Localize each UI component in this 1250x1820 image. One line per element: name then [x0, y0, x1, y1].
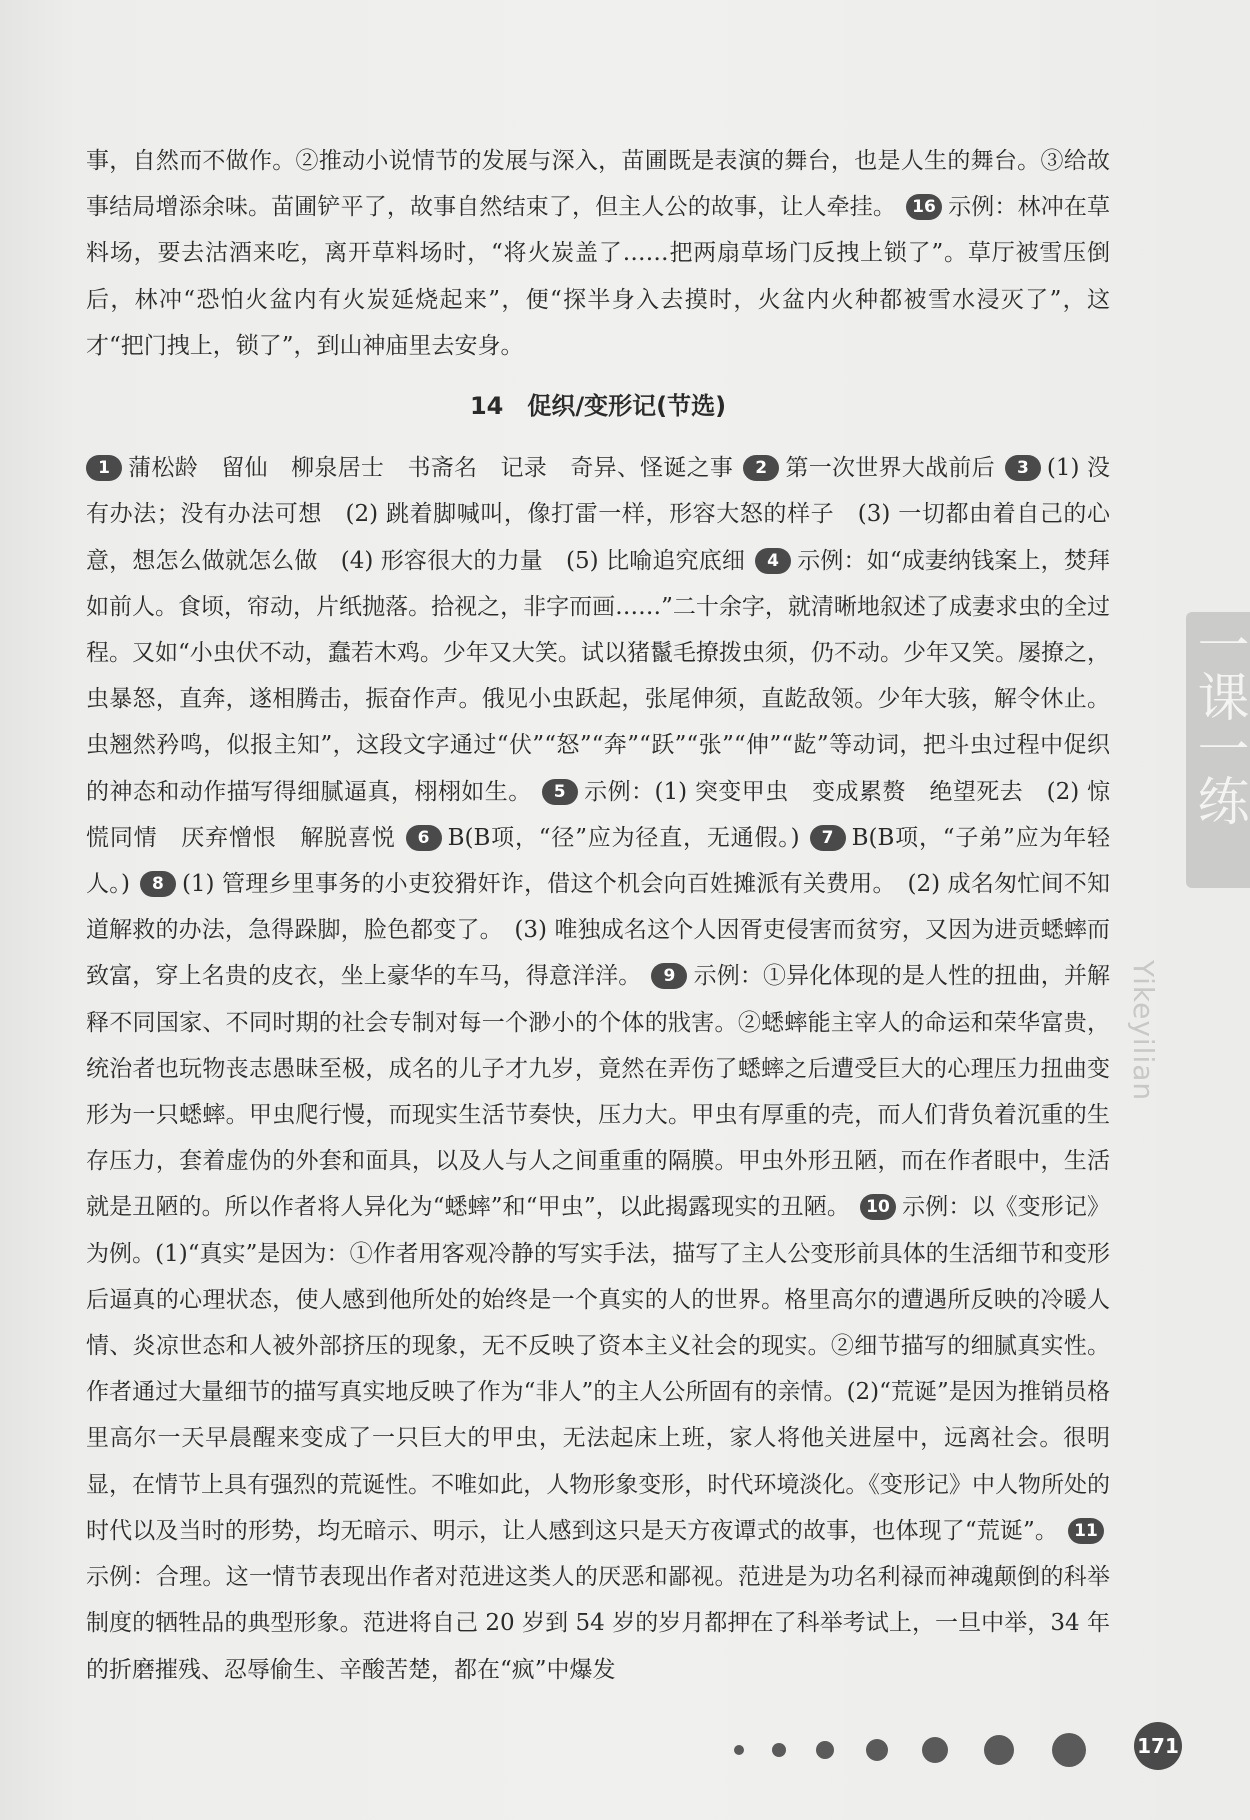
question-number-badge: 4	[755, 548, 791, 574]
footer-dot	[1052, 1733, 1086, 1767]
question-number-badge: 10	[860, 1194, 896, 1220]
answer-text: 示例：①异化体现的是人性的扭曲，并解释不同国家、不同时期的社会专制对每一个渺小的个体的戕害。②蟋蟀能主宰人的命运和荣华富贵，统治者也玩物丧志愚昧至极，成名的儿子才九岁，竟然在弄伤了蟋蟀之后遭受巨大的心理压力扭曲变形为一只蟋蟀。甲虫爬行慢，而现实生活节奏快，压力大。甲虫有厚重的壳，而人们背负着沉重的生存压力，套着虚伪的外套和面具，以及人与人之间重重的隔膜。甲虫外形丑陋，而在作者眼中，生活就是丑陋的。所以作者将人异化为“蟋蟀”和“甲虫”，以此揭露现实的丑陋。	[86, 963, 1111, 1221]
footer-decoration	[0, 1716, 1250, 1776]
question-number-badge: 11	[1068, 1518, 1104, 1544]
side-tab-roman: Yikeyilian	[1127, 960, 1160, 1102]
answer-text: B(B项，“子弟”应为年轻人。)	[86, 824, 1111, 898]
footer-dot	[866, 1739, 888, 1761]
answer-text: 示例：(1) 突变甲虫 变成累赘 绝望死去 (2) 惊慌同情 厌弃憎恨 解脱喜悦	[86, 778, 1111, 851]
footer-dot	[984, 1735, 1014, 1765]
answer-text: 示例：合理。这一情节表现出作者对范进这类人的厌恶和鄙视。范进是为功名利禄而神魂颠倒的科举制度的牺牲品的典型形象。范进将自己 20 岁到 54 岁的岁月都押在了科举考试上，一旦中举，34 年的折磨摧残、忍辱偷生、辛酸苦楚，都在“疯”中爆发	[86, 1564, 1110, 1683]
lead-paragraph	[86, 138, 1110, 369]
side-tab-title: 一课一练	[1188, 618, 1248, 826]
footer-dot	[772, 1743, 786, 1757]
question-number-badge: 9	[651, 963, 687, 989]
answers-paragraph	[86, 445, 1110, 1692]
answer-text: 蒲松龄 留仙 柳泉居士 书斋名 记录 奇异、怪诞之事	[128, 455, 734, 482]
answer-text: 示例：以《变形记》为例。(1)“真实”是因为：①作者用客观冷静的写实手法，描写了主人公变形前具体的生活细节和变形后逼真的心理状态，使人感到他所处的始终是一个真实的人的世界。格里高尔的遭遇所反映的冷暖人情、炎凉世态和人被外部挤压的现象，无不反映了资本主义社会的现实。②细节描写的细腻真实性。作者通过大量细节的描写真实地反映了作为“非人”的主人公所固有的亲情。(2)“荒诞”是因为推销员格里高尔一天早晨醒来变成了一只巨大的甲虫，无法起床上班，家人将他关进屋中，远离社会。很明显，在情节上具有强烈的荒诞性。不唯如此，人物形象变形，时代环境淡化。《变形记》中人物所处的时代以及当时的形势，均无暗示、明示，让人感到这只是天方夜谭式的故事，也体现了“荒诞”。	[86, 1194, 1110, 1544]
answer-content	[86, 138, 1110, 1693]
question-number-badge: 6	[406, 825, 442, 851]
answer-text: 第一次世界大战前后	[785, 455, 995, 482]
question-number-badge: 8	[140, 871, 176, 897]
page-number: 171	[1134, 1722, 1182, 1770]
lead-text: 事，自然而不做作。②推动小说情节的发展与深入，苗圃既是表演的舞台，也是人生的舞台。③给故事结局增添余味。苗圃铲平了，故事自然结束了，但主人公的故事，让人牵挂。	[86, 148, 1110, 221]
question-number-badge: 1	[86, 455, 122, 481]
question-number-badge: 3	[1005, 455, 1041, 481]
section-title: 14 促织/变形记(节选)	[469, 392, 727, 421]
question-number-badge: 5	[542, 779, 578, 805]
answer-text: 示例：林冲在草料场，要去沽酒来吃，离开草料场时，“将火炭盖了……把两扇草场门反拽上锁了”。草厅被雪压倒后，林冲“恐怕火盆内有火炭延烧起来”，便“探半身入去摸时，火盆内火种都被雪水浸灭了”，这才“把门拽上，锁了”，到山神庙里去安身。	[86, 194, 1111, 359]
answer-text: (1) 管理乡里事务的小吏狡猾奸诈，借这个机会向百姓摊派有关费用。 (2) 成名匆忙间不知道解救的办法，急得跺脚，脸色都变了。 (3) 唯独成名这个人因胥吏侵害而贫穷，又因为进贡蟋蟀而致富，穿上名贵的皮衣，坐上豪华的车马，得意洋洋。	[86, 871, 1110, 990]
footer-dot	[734, 1745, 744, 1755]
footer-dot	[816, 1741, 834, 1759]
answer-text: B(B项，“径”应为径直，无通假。)	[447, 824, 800, 851]
answer-text: (1) 没有办法；没有办法可想 (2) 跳着脚喊叫，像打雷一样，形容大怒的样子 (3) 一切都由着自己的心意，想怎么做就怎么做 (4) 形容很大的力量 (5) 比喻追究底细	[86, 455, 1111, 574]
question-number-badge: 16	[906, 194, 942, 220]
question-number-badge: 2	[743, 455, 779, 481]
footer-dot	[922, 1737, 948, 1763]
question-number-badge: 7	[810, 825, 846, 851]
answer-text: 示例：如“成妻纳钱案上，焚拜如前人。食顷，帘动，片纸抛落。拾视之，非字而画……”二十余字，就清晰地叙述了成妻求虫的全过程。又如“小虫伏不动，蠢若木鸡。少年又大笑。试以猪鬣毛撩拨虫须，仍不动。少年又笑。屡撩之，虫暴怒，直奔，遂相腾击，振奋作声。俄见小虫跃起，张尾伸须，直龁敌领。少年大骇，解令休止。虫翘然矜鸣，似报主知”，这段文字通过“伏”“怒”“奔”“跃”“张”“伸”“龁”等动词，把斗虫过程中促织的神态和动作描写得细腻逼真，栩栩如生。	[86, 547, 1110, 805]
